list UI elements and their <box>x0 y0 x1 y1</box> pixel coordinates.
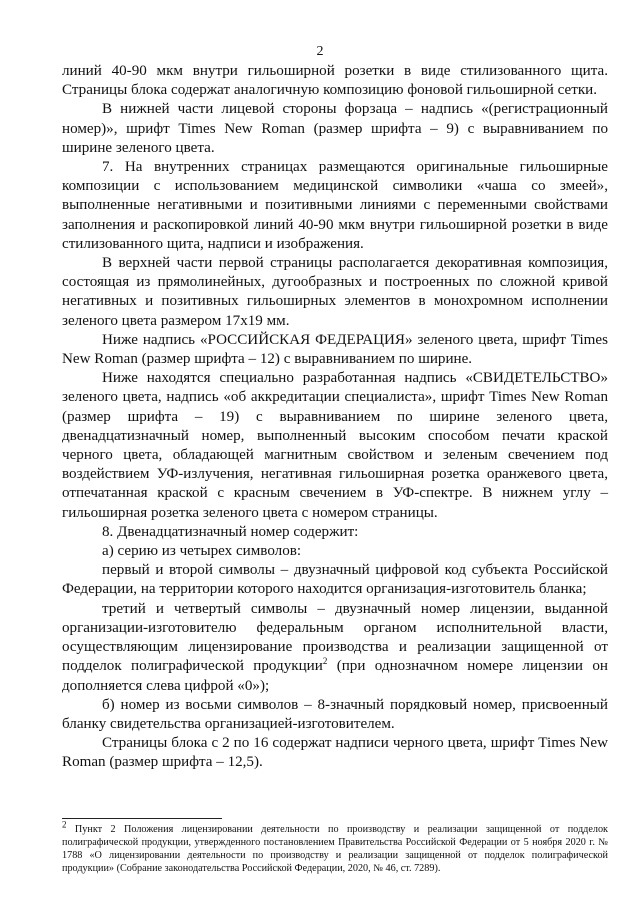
paragraph-1: линий 40-90 мкм внутри гильоширной розетки в виде стилизованного щита. Страницы блока содержат аналогичную композицию фоновой гильоширной сетки. <box>62 63 608 99</box>
paragraph-3: 7. На внутренних страницах размещаются оригинальные гильоширные композиции с использованием медицинской символики «чаша со змеей», выполненные негативными и позитивными линиями с переменными свойствами заполнения и раскопировкой линий 40-90 мкм внутри гильоширной розетки в виде стилизованного щита, надписи и изображения. <box>62 159 608 252</box>
footnote-mark: 2 <box>62 819 67 830</box>
body-text <box>62 62 608 773</box>
paragraph-10-text: третий и четвертый символы – двузначный номер лицензии, выданной организации-изготовителю федеральным органом исполнительной власти, осуществляющим лицензирование производства и реализации защищенной от подделок полиграфической продукции <box>62 600 608 675</box>
footnote <box>62 819 608 875</box>
paragraph-12: Страницы блока с 2 по 16 содержат надписи черного цвета, шрифт Times New Roman (размер шрифта – 12,5). <box>62 735 608 771</box>
paragraph-8: а) серию из четырех символов: <box>102 543 302 560</box>
paragraph-5: Ниже надпись «РОССИЙСКАЯ ФЕДЕРАЦИЯ» зеленого цвета, шрифт Times New Roman (размер шрифта – 12) с выравниванием по ширине. <box>62 331 608 368</box>
paragraph-10-tail: (при однозначном номере лицензии он дополняется слева цифрой «0»); <box>62 658 608 694</box>
paragraph-9: первый и второй символы – двузначный цифровой код субъекта Российской Федерации, на территории которого находится организация-изготовитель бланка; <box>62 562 608 598</box>
paragraph-6: Ниже находятся специально разработанная надпись «СВИДЕТЕЛЬСТВО» зеленого цвета, надпись «об аккредитации специалиста», шрифт Times New Roman (размер шрифта – 19) с выравниванием по ширине зеленого цвета, двенадцатизначный номер, выполненный высоким способом печати краской черного цвета, обладающей магнитным свойством и зеленым свечением под воздействием УФ-излучения, негативная гильоширная розетка оранжевого цвета, отпечатанная краской с красным свечением в УФ-спектре. В нижнем углу – гильоширная розетка зеленого цвета с номером страницы. <box>62 370 608 521</box>
paragraph-4: В верхней части первой страницы располагается декоративная композиция, состоящая из прямолинейных, дугообразных и построенных по сложной кривой негативных и позитивных гильоширных элементов в монохромном исполнении зеленого цвета размером 17х19 мм. <box>62 255 608 329</box>
paragraph-2: В нижней части лицевой стороны форзаца – надпись «(регистрационный номер)», шрифт Times New Roman (размер шрифта – 9) с выравниванием по ширине зеленого цвета. <box>62 101 608 156</box>
footnote-reference[interactable]: 2 <box>322 656 328 667</box>
paragraph-11: б) номер из восьми символов – 8-значный порядковый номер, присвоенный бланку свидетельства организацией-изготовителем. <box>62 696 608 732</box>
footnote-divider <box>62 818 222 819</box>
footnote-text: Пункт 2 Положения лицензировании деятельности по производству и реализации защищенной от подделок полиграфической продукции, утвержденного постановлением Правительства Российской Федерации от 5 ноября 2020 г. № 1788 «О лицензировании деятельности по производству и реализации защищенной от подделок полиграфической продукции» (Собрание законодательства Российской Федерации, 2020, № 46, ст. 7289). <box>62 824 608 874</box>
paragraph-7: 8. Двенадцатизначный номер содержит: <box>102 523 359 540</box>
paragraph-10 <box>62 600 608 696</box>
page-number: 2 <box>316 44 324 59</box>
